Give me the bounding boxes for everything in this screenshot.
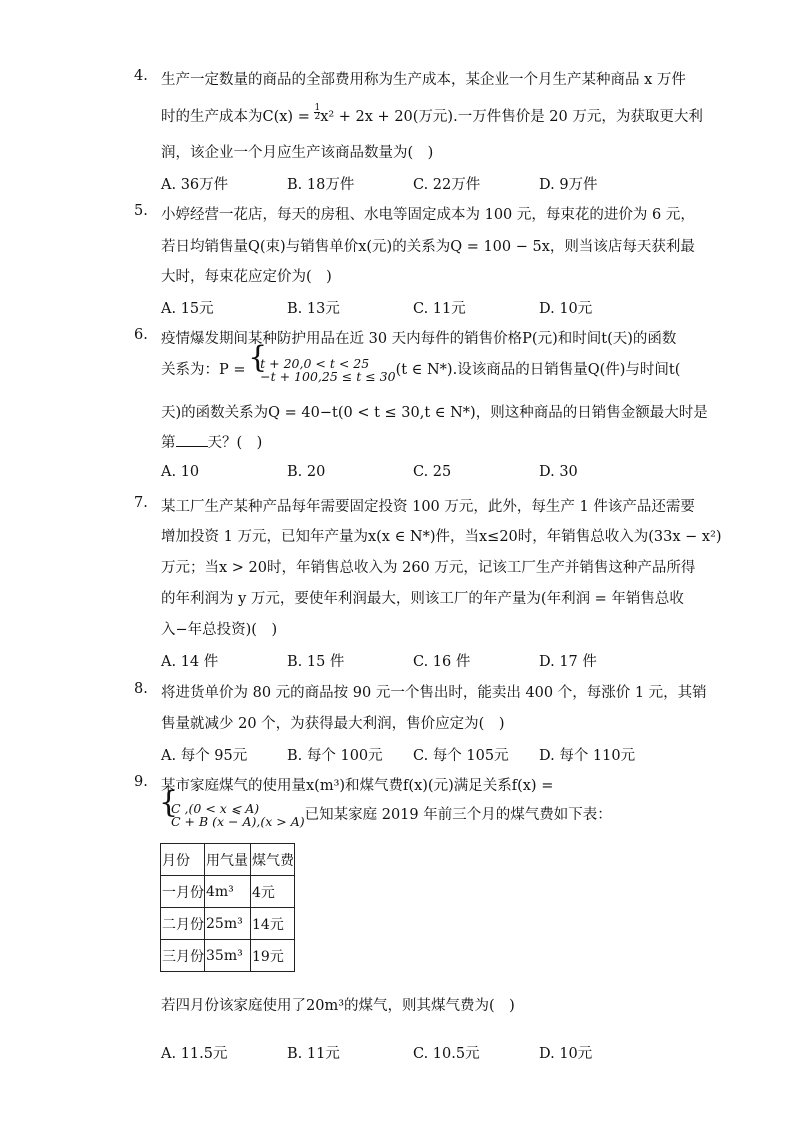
option-a[interactable]: A. 15元 — [161, 301, 214, 317]
question-text: 某市家庭煤气的使用量x(m³)和煤气费f(x)(元)满足关系f(x) = — [161, 778, 554, 794]
option-a[interactable]: A. 11.5元 — [161, 1046, 228, 1062]
question-text: 万元；当x > 20时，年销售总收入为 260 万元，记该工厂生产并销售这种产品所得 — [161, 560, 696, 576]
option-c[interactable]: C. 10.5元 — [413, 1046, 480, 1062]
question-text: 时的生产成本为C(x) = $\frac{1}{2}$ x² + 2x + 20(万元).一万件售价是 20 万元，为获取更大利 — [161, 103, 703, 125]
option-b[interactable]: B. 13元 — [287, 301, 340, 317]
table-cell: 4元 — [251, 876, 295, 908]
table-cell: 4m³ — [205, 876, 251, 908]
question-text: 关系为：P = { t + 20,0 < t < 25 −t + 100,25 ≤ t ≤ 30 (t ∈ N*).设该商品的日销售量Q(件)与时间t( — [161, 357, 680, 383]
option-a[interactable]: A. 36万件 — [161, 177, 229, 193]
table-header: 月份 — [161, 844, 205, 876]
question-text: 疫情爆发期间某种防护用品在近 30 天内每件的销售价格P(元)和时间t(天)的函数 — [161, 331, 677, 347]
question-text: 的年利润为 y 万元，要使年利润最大，则该工厂的年产量为(年利润 = 年销售总收 — [161, 591, 684, 607]
table-cell: 19元 — [251, 940, 295, 972]
piecewise-function: { t + 20,0 < t < 25 −t + 100,25 ≤ t ≤ 30 — [250, 357, 395, 383]
question-text: 增加投资 1 万元，已知年产量为x(x ∈ N*)件，当x≤20时，年销售总收入为(33x − x²) — [161, 529, 722, 545]
fraction: $\frac{1}{2}$ — [314, 103, 321, 122]
piecewise-function: { C ,(0 < x ⩽ A) C + B (x − A),(x > A) — [161, 802, 305, 828]
table-cell: 一月份 — [161, 876, 205, 908]
question-text: 润，该企业一个月应生产该商品数量为( ) — [161, 145, 434, 161]
question-text: 某工厂生产某种产品每年需要固定投资 100 万元，此外，每生产 1 件该产品还需要 — [161, 499, 695, 515]
table-row — [161, 876, 295, 908]
question-number: 7. — [134, 495, 148, 511]
option-b[interactable]: B. 20 — [287, 464, 326, 480]
option-b[interactable]: B. 15 件 — [287, 654, 345, 670]
option-d[interactable]: D. 9万件 — [539, 177, 598, 193]
option-a[interactable]: A. 10 — [161, 464, 200, 480]
option-d[interactable]: D. 17 件 — [539, 654, 597, 670]
question-text: 若日均销售量Q(束)与销售单价x(元)的关系为Q = 100 − 5x，则当该店每天获利最 — [161, 239, 695, 255]
question-text: 大时，每束花应定价为( ) — [161, 269, 332, 285]
table-header: 用气量 — [205, 844, 251, 876]
question-text: 天)的函数关系为Q = 40−t(0 < t ≤ 30,t ∈ N*)，则这种商品的日销售金额最大时是 — [161, 405, 708, 421]
table-header-row — [161, 844, 295, 876]
option-d[interactable]: D. 30 — [539, 464, 578, 480]
table-cell: 三月份 — [161, 940, 205, 972]
option-d[interactable]: D. 10元 — [539, 1046, 593, 1062]
option-b[interactable]: B. 每个 100元 — [287, 748, 383, 764]
question-text: 售量就减少 20 个，为获得最大利润，售价应定为( ) — [161, 716, 505, 732]
option-d[interactable]: D. 每个 110元 — [539, 748, 636, 764]
question-text: 第 天？( ) — [161, 435, 263, 451]
table-cell: 14元 — [251, 908, 295, 940]
question-text: 将进货单价为 80 元的商品按 90 元一个售出时，能卖出 400 个，每涨价 1 元，其销 — [161, 685, 707, 701]
question-text: 生产一定数量的商品的全部费用称为生产成本，某企业一个月生产某种商品 x 万件 — [161, 72, 686, 88]
question-number: 8. — [134, 681, 148, 697]
option-b[interactable]: B. 11元 — [287, 1046, 340, 1062]
table-header: 煤气费 — [251, 844, 295, 876]
question-number: 9. — [134, 774, 148, 790]
question-number: 5. — [134, 203, 148, 219]
question-text: 若四月份该家庭使用了20m³的煤气，则其煤气费为( ) — [161, 998, 515, 1014]
question-number: 4. — [134, 68, 148, 84]
option-d[interactable]: D. 10元 — [539, 301, 593, 317]
option-c[interactable]: C. 25 — [413, 464, 452, 480]
question-text: 入−年总投资)( ) — [161, 622, 278, 638]
answer-blank — [176, 434, 208, 447]
option-c[interactable]: C. 16 件 — [413, 654, 471, 670]
question-text: 小婷经营一花店，每天的房租、水电等固定成本为 100 元，每束花的进价为 6 元， — [161, 207, 695, 223]
table-cell: 35m³ — [205, 940, 251, 972]
table-row — [161, 908, 295, 940]
option-a[interactable]: A. 14 件 — [161, 654, 219, 670]
option-c[interactable]: C. 每个 105元 — [413, 748, 509, 764]
table-cell: 二月份 — [161, 908, 205, 940]
question-number: 6. — [134, 327, 148, 343]
option-c[interactable]: C. 11元 — [413, 301, 466, 317]
option-c[interactable]: C. 22万件 — [413, 177, 481, 193]
option-b[interactable]: B. 18万件 — [287, 177, 355, 193]
table-row — [161, 940, 295, 972]
question-text: { C ,(0 < x ⩽ A) C + B (x − A),(x > A) 已知某家庭 2019 年前三个月的煤气费如下表： — [161, 802, 612, 828]
option-a[interactable]: A. 每个 95元 — [161, 748, 248, 764]
table-cell: 25m³ — [205, 908, 251, 940]
gas-fee-table — [160, 843, 295, 972]
